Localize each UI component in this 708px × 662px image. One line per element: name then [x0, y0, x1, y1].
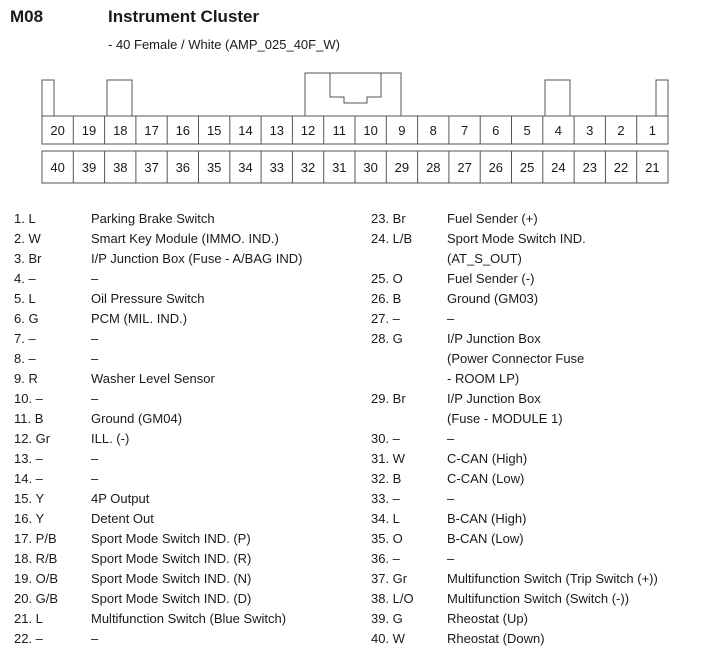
pin-number-23: 23: [582, 160, 598, 175]
pin-number-16: 16: [175, 123, 191, 138]
pin-number-20: 20: [50, 123, 65, 138]
connector-code: M08: [10, 7, 44, 26]
pin-entry-number: 23. Br: [371, 211, 406, 226]
pin-entry-description: ILL. (-): [91, 431, 130, 446]
pin-entry-description: C-CAN (Low): [447, 471, 525, 486]
pin-entry-number: 18. R/B: [14, 551, 58, 566]
pin-entry-description: 4P Output: [91, 491, 150, 506]
pin-entry-description: –: [91, 331, 99, 346]
pin-number-19: 19: [81, 123, 97, 138]
pin-entry-description: –: [447, 491, 455, 506]
pin-number-39: 39: [81, 160, 97, 175]
pin-entry-number: 21. L: [14, 611, 43, 626]
pin-entry-description: I/P Junction Box (Fuse - A/BAG IND): [91, 251, 303, 266]
pin-number-30: 30: [363, 160, 378, 175]
pin-entry-description: –: [91, 391, 99, 406]
pin-entry-number: 14. –: [14, 471, 43, 486]
pin-entry-description: I/P Junction Box: [447, 331, 541, 346]
pin-entry-description: Smart Key Module (IMMO. IND.): [91, 231, 279, 246]
pin-entry-description: PCM (MIL. IND.): [91, 311, 188, 326]
pin-entry-number: 29. Br: [371, 391, 406, 406]
pin-number-5: 5: [523, 123, 531, 138]
pin-entry-description: Parking Brake Switch: [91, 211, 215, 226]
pin-entry-description: –: [91, 451, 99, 466]
pin-entry-number: 8. –: [14, 351, 36, 366]
pin-entry-number: 25. O: [371, 271, 403, 286]
pin-entry-number: 5. L: [14, 291, 36, 306]
pin-entry-description: –: [447, 551, 455, 566]
pin-entry-description: Multifunction Switch (Switch (-)): [447, 591, 630, 606]
pin-entry-description: Ground (GM03): [447, 291, 539, 306]
pin-entry-description: Multifunction Switch (Blue Switch): [91, 611, 287, 626]
pin-number-38: 38: [113, 160, 128, 175]
pin-grid: [42, 116, 668, 183]
pin-entry-number: 24. L/B: [371, 231, 413, 246]
pin-entry-description: Oil Pressure Switch: [91, 291, 205, 306]
pin-number-11: 11: [332, 123, 347, 138]
pin-number-40: 40: [50, 160, 65, 175]
pin-entry-number: 17. P/B: [14, 531, 57, 546]
pin-entry-number: 40. W: [371, 631, 405, 646]
pin-entry-number: 38. L/O: [371, 591, 414, 606]
pin-entry-description: –: [447, 311, 455, 326]
pin-entry-number: 7. –: [14, 331, 36, 346]
pin-number-3: 3: [586, 123, 594, 138]
pin-entry-number: 39. G: [371, 611, 403, 626]
pin-entry-number: 33. –: [371, 491, 400, 506]
pin-number-24: 24: [551, 160, 566, 175]
pin-entry-description: –: [91, 631, 99, 646]
pin-entry-description: Fuel Sender (+): [447, 211, 538, 226]
pin-entry-number: 34. L: [371, 511, 400, 526]
pin-entry-description: Sport Mode Switch IND. (N): [91, 571, 252, 586]
pin-entry-description: Fuel Sender (-): [447, 271, 535, 286]
pin-entry-number: 22. –: [14, 631, 43, 646]
pin-entry-number: 36. –: [371, 551, 400, 566]
pin-number-31: 31: [332, 160, 347, 175]
pin-entry-description: –: [91, 351, 99, 366]
pin-number-18: 18: [113, 123, 128, 138]
pin-entry-number: 1. L: [14, 211, 36, 226]
pin-entry-number: 20. G/B: [14, 591, 59, 606]
pin-entry-number: 30. –: [371, 431, 400, 446]
pin-number-26: 26: [488, 160, 504, 175]
connector-subtitle: - 40 Female / White (AMP_025_40F_W): [108, 37, 340, 52]
pin-number-36: 36: [175, 160, 191, 175]
pin-number-15: 15: [206, 123, 222, 138]
pin-entry-number: 16. Y: [14, 511, 45, 526]
pin-entry-description: B-CAN (High): [447, 511, 527, 526]
pin-entry-number: 15. Y: [14, 491, 45, 506]
pin-number-14: 14: [238, 123, 253, 138]
pin-entry-description: Multifunction Switch (Trip Switch (+)): [447, 571, 658, 586]
pin-entry-number: 31. W: [371, 451, 405, 466]
pin-entry-number: 4. –: [14, 271, 36, 286]
pin-number-8: 8: [429, 123, 437, 138]
pin-number-1: 1: [648, 123, 657, 138]
pin-entry-description: Detent Out: [91, 511, 154, 526]
pin-number-37: 37: [144, 160, 159, 175]
pin-number-9: 9: [398, 123, 406, 138]
pin-number-28: 28: [426, 160, 441, 175]
pin-entry-number: 26. B: [371, 291, 402, 306]
pin-number-27: 27: [457, 160, 472, 175]
pin-entry-number: 12. Gr: [14, 431, 51, 446]
pin-entry-description: Sport Mode Switch IND. (D): [91, 591, 252, 606]
pin-number-25: 25: [519, 160, 535, 175]
pin-entry-number: 37. Gr: [371, 571, 408, 586]
pin-number-7: 7: [460, 123, 469, 138]
pin-number-10: 10: [363, 123, 378, 138]
pin-entry-description: (AT_S_OUT): [447, 251, 522, 266]
pin-entry-number: 13. –: [14, 451, 43, 466]
pin-number-6: 6: [492, 123, 500, 138]
pin-entry-number: 32. B: [371, 471, 402, 486]
pin-entry-description: Sport Mode Switch IND.: [447, 231, 586, 246]
pin-entry-number: 27. –: [371, 311, 400, 326]
connector-outline: [42, 73, 668, 116]
pin-number-2: 2: [617, 123, 625, 138]
connector-title: Instrument Cluster: [108, 7, 260, 26]
pin-entry-description: B-CAN (Low): [447, 531, 524, 546]
pin-entry-description: –: [91, 471, 99, 486]
pin-number-12: 12: [300, 123, 316, 138]
pin-number-29: 29: [394, 160, 410, 175]
pin-number-32: 32: [300, 160, 316, 175]
pin-entry-number: 28. G: [371, 331, 403, 346]
pin-entry-description: - ROOM LP): [447, 371, 520, 386]
pin-entry-description: Rheostat (Up): [447, 611, 528, 626]
pin-number-35: 35: [206, 160, 222, 175]
pin-entry-number: 3. Br: [14, 251, 42, 266]
pin-number-4: 4: [554, 123, 563, 138]
pin-entry-description: Ground (GM04): [91, 411, 183, 426]
pin-entry-description: Rheostat (Down): [447, 631, 545, 646]
pin-entry-description: –: [447, 431, 455, 446]
pin-entry-number: 19. O/B: [14, 571, 59, 586]
pin-entry-description: (Fuse - MODULE 1): [447, 411, 563, 426]
pin-entry-number: 10. –: [14, 391, 43, 406]
pin-entry-description: Sport Mode Switch IND. (R): [91, 551, 252, 566]
pin-entry-number: 35. O: [371, 531, 403, 546]
pin-entry-number: 11. B: [14, 411, 44, 426]
pin-entry-description: Sport Mode Switch IND. (P): [91, 531, 251, 546]
pin-entry-number: 2. W: [14, 231, 41, 246]
pin-number-21: 21: [645, 160, 660, 175]
pin-entry-description: C-CAN (High): [447, 451, 528, 466]
pin-entry-description: I/P Junction Box: [447, 391, 541, 406]
pin-entry-description: –: [91, 271, 99, 286]
pin-entry-description: Washer Level Sensor: [91, 371, 215, 386]
pin-number-17: 17: [144, 123, 159, 138]
pin-entry-number: 6. G: [14, 311, 39, 326]
pin-number-33: 33: [269, 160, 285, 175]
pin-number-34: 34: [238, 160, 253, 175]
connector-diagram: [0, 0, 708, 200]
pin-number-22: 22: [613, 160, 629, 175]
pin-number-13: 13: [269, 123, 285, 138]
pin-entry-number: 9. R: [14, 371, 38, 386]
pin-entry-description: (Power Connector Fuse: [447, 351, 585, 366]
